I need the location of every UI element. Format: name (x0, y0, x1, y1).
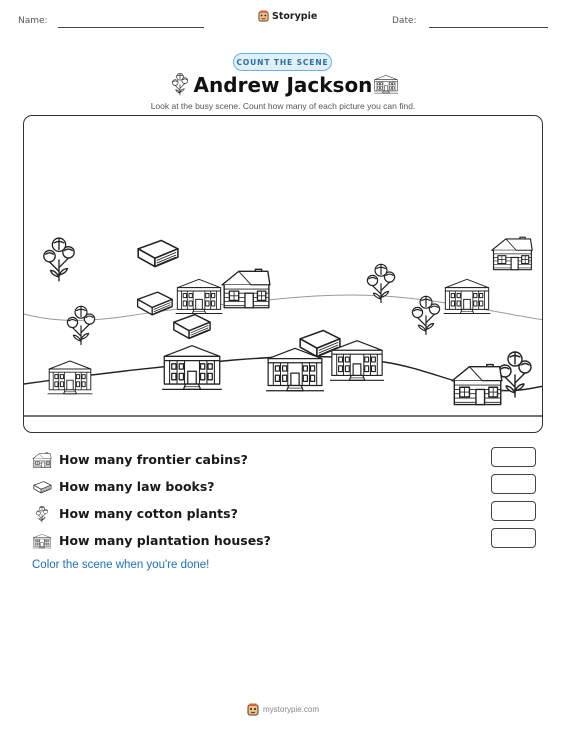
question-text: How many cotton plants? (59, 506, 238, 521)
cotton-plant-icon (67, 306, 94, 344)
law-book-icon (174, 315, 210, 339)
scene-illustration (24, 116, 543, 433)
footer-url[interactable]: mystorypie.com (262, 705, 319, 714)
date-line[interactable] (429, 27, 548, 28)
law-book-icon (32, 478, 52, 496)
storypie-mascot-icon (258, 10, 269, 22)
count-scene (23, 115, 543, 433)
answer-box-cotton[interactable] (491, 501, 536, 521)
cotton-plant-icon (44, 238, 74, 281)
coloring-note: Color the scene when you're done! (32, 559, 210, 571)
answer-box-books[interactable] (491, 474, 536, 494)
instructions: Look at the busy scene. Count how many of each picture you can find. (150, 101, 416, 111)
title-row (0, 72, 566, 100)
brand-name: Storypie (272, 10, 318, 22)
frontier-cabin-icon (492, 237, 532, 270)
answer-box-cabins[interactable] (491, 447, 536, 467)
cotton-plant-icon (412, 296, 439, 334)
frontier-cabin-icon (452, 365, 502, 405)
worksheet-header (18, 10, 548, 32)
name-label: Name: (18, 16, 48, 26)
page-title: Andrew Jackson (193, 73, 373, 97)
law-book-icon (138, 292, 173, 315)
plantation-house-icon (32, 532, 52, 550)
question-row-houses (32, 527, 536, 554)
question-list (32, 446, 536, 554)
question-row-cabins (32, 446, 536, 473)
answer-box-houses[interactable] (491, 528, 536, 548)
activity-badge-label: COUNT THE SCENE (236, 57, 329, 67)
plantation-house-icon (162, 346, 222, 390)
plantation-house-icon (444, 279, 491, 313)
question-row-cotton (32, 500, 536, 527)
date-field (392, 16, 417, 26)
footer-brand (0, 703, 566, 716)
activity-badge (233, 53, 332, 71)
name-field (18, 16, 48, 26)
plantation-house-icon (373, 74, 399, 94)
question-row-books (32, 473, 536, 500)
plantation-house-icon (48, 361, 93, 394)
storypie-mascot-icon (247, 703, 259, 716)
name-line[interactable] (58, 27, 204, 28)
law-book-icon (138, 240, 178, 266)
frontier-cabin-icon (32, 451, 52, 469)
question-text: How many frontier cabins? (59, 452, 248, 467)
frontier-cabin-icon (222, 269, 270, 307)
question-text: How many plantation houses? (59, 533, 271, 548)
storypie-logo (258, 10, 317, 22)
cotton-plant-icon (32, 505, 52, 523)
question-text: How many law books? (59, 479, 215, 494)
plantation-house-icon (176, 279, 223, 313)
date-label: Date: (392, 16, 417, 26)
